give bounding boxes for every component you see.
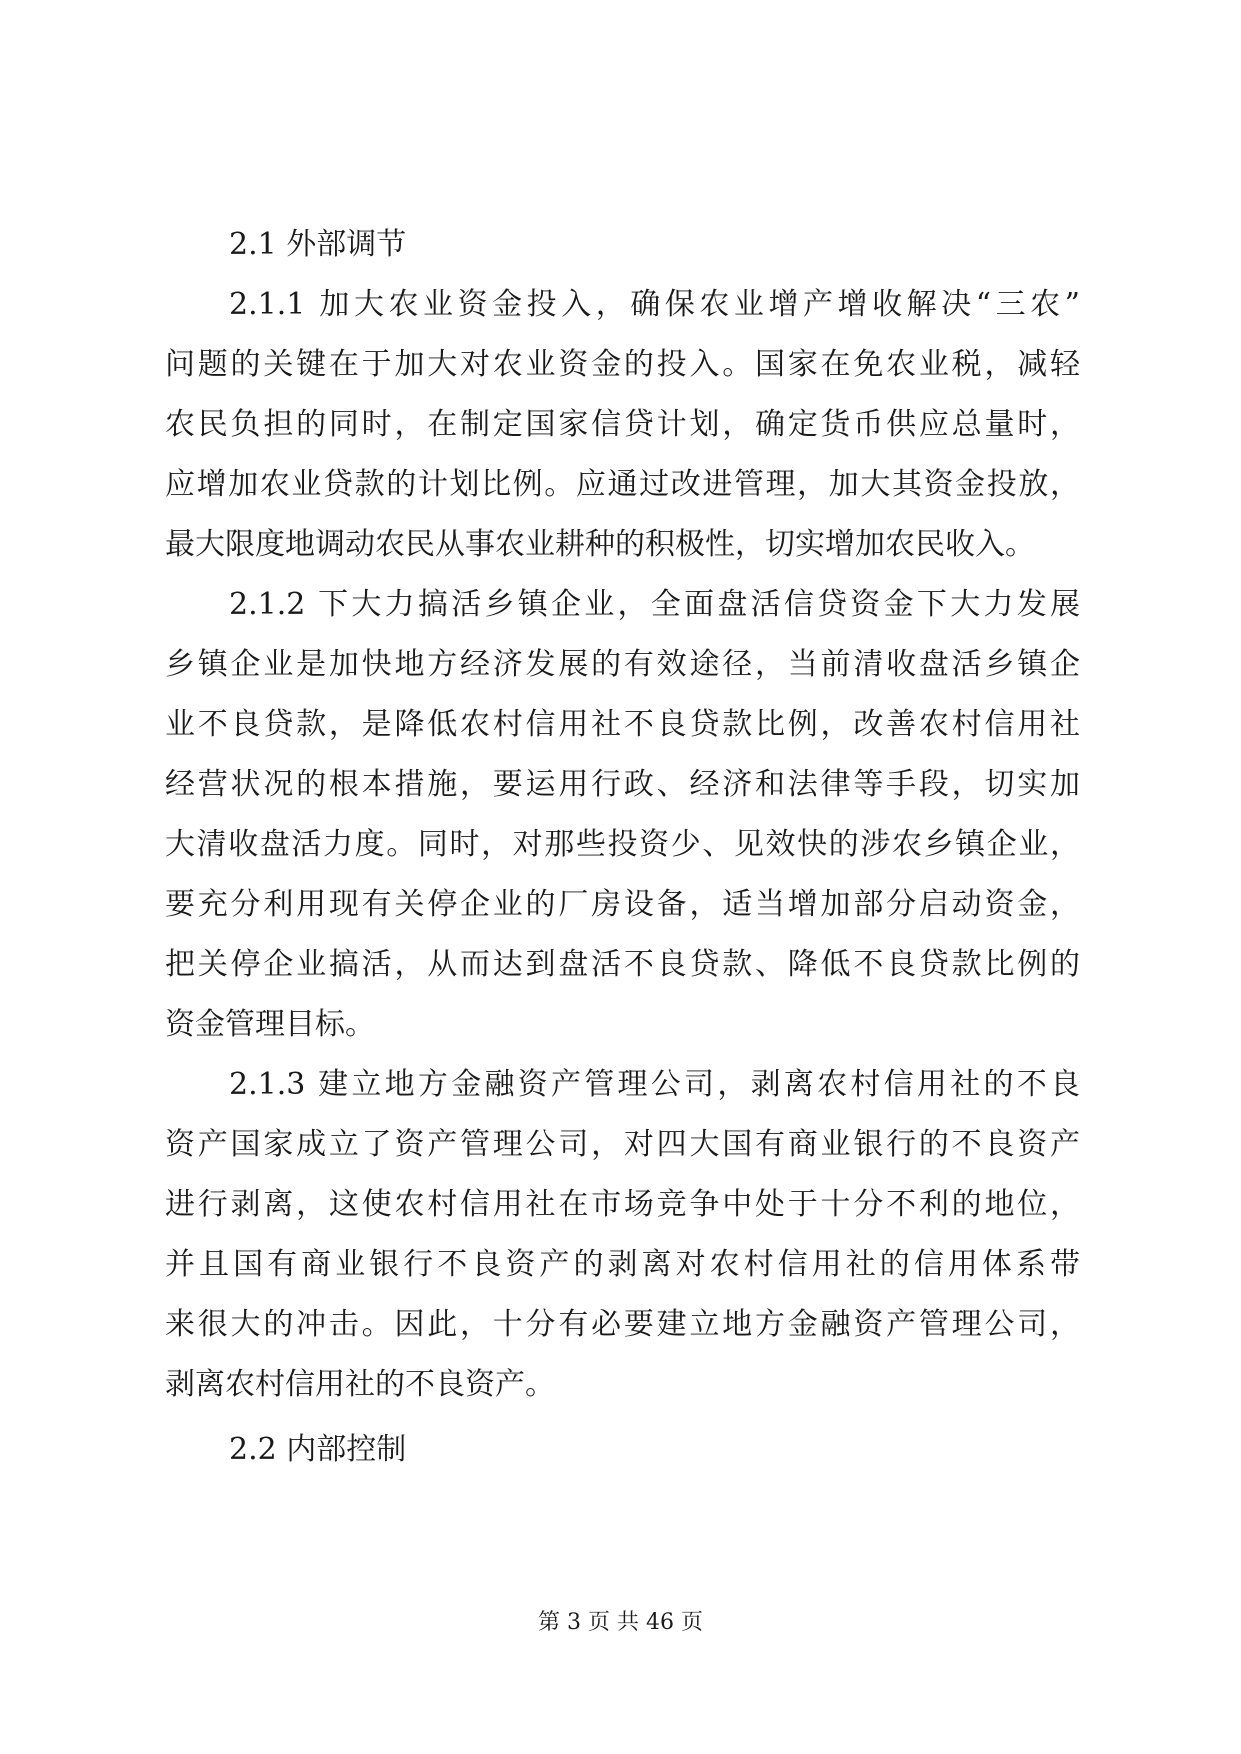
- paragraph-line: 并且国有商业银行不良资产的剥离对农村信用社的信用体系带: [165, 1247, 1080, 1282]
- paragraph-line: 进行剥离，这使农村信用社在市场竞争中处于十分不利的地位，: [165, 1187, 1080, 1222]
- paragraph-line: 乡镇企业是加快地方经济发展的有效途径，当前清收盘活乡镇企: [165, 647, 1080, 682]
- paragraph-line: 业不良贷款，是降低农村信用社不良贷款比例，改善农村信用社: [165, 707, 1080, 742]
- paragraph-line: 经营状况的根本措施，要运用行政、经济和法律等手段，切实加: [165, 767, 1080, 802]
- paragraph-line: 资金管理目标。: [165, 1007, 375, 1042]
- paragraph-line: 剥离农村信用社的不良资产。: [165, 1367, 555, 1402]
- section-heading-2-1: 2.1 外部调节: [229, 227, 407, 262]
- paragraph-line: 大清收盘活力度。同时，对那些投资少、见效快的涉农乡镇企业，: [165, 827, 1080, 862]
- paragraph-line: 来很大的冲击。因此，十分有必要建立地方金融资产管理公司，: [165, 1307, 1080, 1342]
- paragraph-line: 把关停企业搞活，从而达到盘活不良贷款、降低不良贷款比例的: [165, 947, 1080, 982]
- paragraph-line: 2.1.1 加大农业资金投入，确保农业增产增收解决“三农”: [229, 287, 1080, 322]
- paragraph-line: 应增加农业贷款的计划比例。应通过改进管理，加大其资金投放，: [165, 467, 1080, 502]
- paragraph-line: 最大限度地调动农民从事农业耕种的积极性，切实增加农民收入。: [165, 527, 1035, 562]
- page-footer: 第 3 页 共 46 页: [538, 1610, 703, 1635]
- paragraph-line: 问题的关键在于加大对农业资金的投入。国家在免农业税，减轻: [165, 347, 1080, 382]
- section-heading-2-2: 2.2 内部控制: [229, 1432, 407, 1467]
- paragraph-line: 2.1.3 建立地方金融资产管理公司，剥离农村信用社的不良: [229, 1067, 1080, 1102]
- paragraph-line: 要充分利用现有关停企业的厂房设备，适当增加部分启动资金，: [165, 887, 1080, 922]
- paragraph-line: 资产国家成立了资产管理公司，对四大国有商业银行的不良资产: [165, 1127, 1080, 1162]
- paragraph-line: 2.1.2 下大力搞活乡镇企业，全面盘活信贷资金下大力发展: [229, 587, 1080, 622]
- paragraph-line: 农民负担的同时，在制定国家信贷计划，确定货币供应总量时，: [165, 407, 1080, 442]
